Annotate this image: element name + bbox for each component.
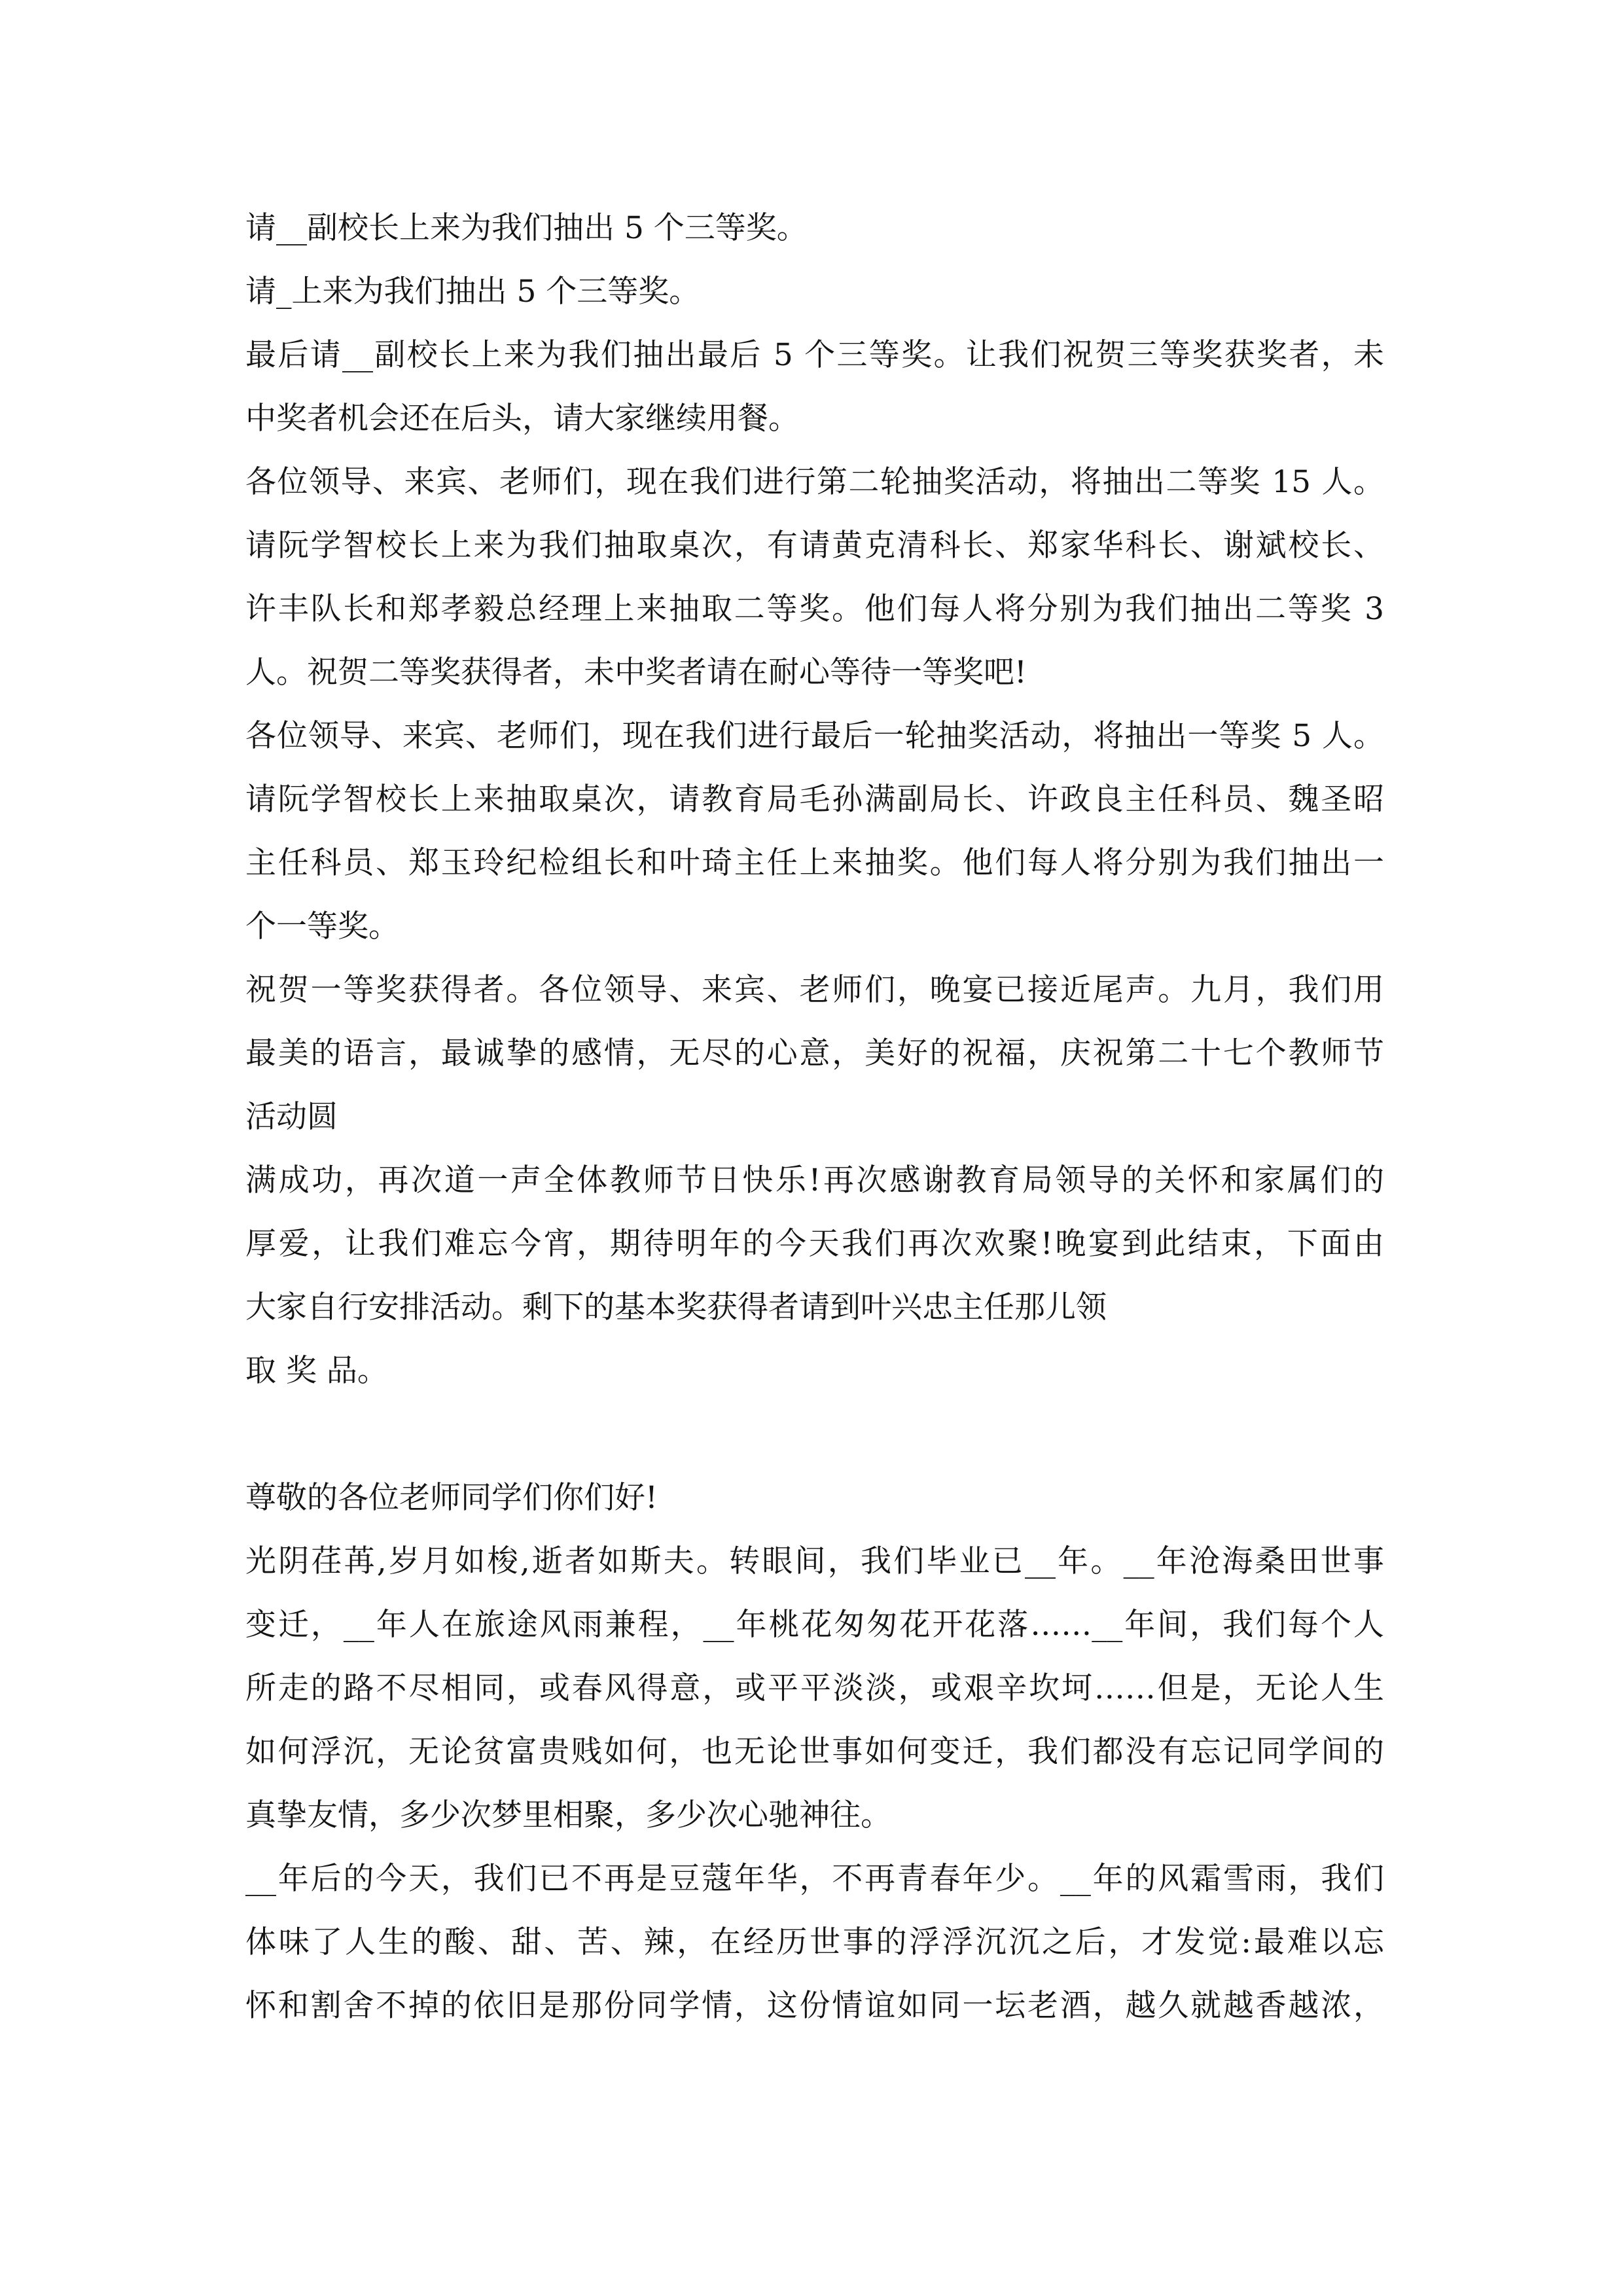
document-body — [245, 196, 1384, 2037]
text-line: 个一等奖。 — [245, 908, 399, 944]
text-line: __年后的今天，我们已不再是豆蔻年华，不再青春年少。__年的风霜雪雨，我们 — [245, 1861, 1384, 1897]
text-line: 各位领导、来宾、老师们，现在我们进行第二轮抽奖活动，将抽出二等奖 15 人。 — [245, 464, 1384, 500]
text-line: 请阮学智校长上来为我们抽取桌次，有请黄克清科长、郑家华科长、谢斌校长、 — [245, 528, 1384, 564]
text-line: 变迁，__年人在旅途风雨兼程，__年桃花匆匆花开花落……__年间，我们每个人 — [245, 1607, 1384, 1643]
text-line: 如何浮沉，无论贫富贵贱如何，也无论世事如何变迁，我们都没有忘记同学间的 — [245, 1734, 1384, 1770]
paragraph-gap — [245, 1403, 1384, 1466]
text-line: 体味了人生的酸、甜、苦、辣，在经历世事的浮浮沉沉之后，才发觉:最难以忘 — [245, 1924, 1384, 1960]
text-line: 主任科员、郑玉玲纪检组长和叶琦主任上来抽奖。他们每人将分别为我们抽出一 — [245, 845, 1384, 881]
text-line: 怀和割舍不掉的依旧是那份同学情，这份情谊如同一坛老酒，越久就越香越浓， — [245, 1988, 1384, 2024]
text-line: 许丰队长和郑孝毅总经理上来抽取二等奖。他们每人将分别为我们抽出二等奖 3 — [245, 591, 1384, 627]
text-line: 请阮学智校长上来抽取桌次，请教育局毛孙满副局长、许政良主任科员、魏圣昭 — [245, 781, 1384, 817]
text-line: 最美的语言，最诚挚的感情，无尽的心意，美好的祝福，庆祝第二十七个教师节 — [245, 1035, 1384, 1071]
text-line: 满成功，再次道一声全体教师节日快乐!再次感谢教育局领导的关怀和家属们的 — [245, 1162, 1384, 1198]
text-line: 活动圆 — [245, 1099, 338, 1135]
text-line: 厚爱，让我们难忘今宵，期待明年的今天我们再次欢聚!晚宴到此结束，下面由 — [245, 1226, 1384, 1262]
text-line: 各位领导、来宾、老师们，现在我们进行最后一轮抽奖活动，将抽出一等奖 5 人。 — [245, 718, 1384, 754]
text-line: 中奖者机会还在后头，请大家继续用餐。 — [245, 401, 799, 437]
text-line: 真挚友情，多少次梦里相聚，多少次心驰神往。 — [245, 1797, 891, 1833]
text-line: 祝贺一等奖获得者。各位领导、来宾、老师们，晚宴已接近尾声。九月，我们用 — [245, 972, 1384, 1008]
text-line: 光阴荏苒,岁月如梭,逝者如斯夫。转眼间，我们毕业已__年。__年沧海桑田世事 — [245, 1543, 1384, 1579]
text-line: 人。祝贺二等奖获得者，未中奖者请在耐心等待一等奖吧! — [245, 655, 1027, 691]
text-line: 取 奖 品。 — [245, 1353, 388, 1389]
text-line: 所走的路不尽相同，或春风得意，或平平淡淡，或艰辛坎坷……但是，无论人生 — [245, 1670, 1384, 1706]
text-line: 请__副校长上来为我们抽出 5 个三等奖。 — [245, 210, 808, 246]
section-greeting: 尊敬的各位老师同学们你们好! — [245, 1480, 658, 1516]
text-line: 请_上来为我们抽出 5 个三等奖。 — [245, 274, 700, 310]
text-line: 大家自行安排活动。剩下的基本奖获得者请到叶兴忠主任那儿领 — [245, 1289, 1107, 1325]
text-line: 最后请__副校长上来为我们抽出最后 5 个三等奖。让我们祝贺三等奖获奖者，未 — [245, 337, 1384, 373]
